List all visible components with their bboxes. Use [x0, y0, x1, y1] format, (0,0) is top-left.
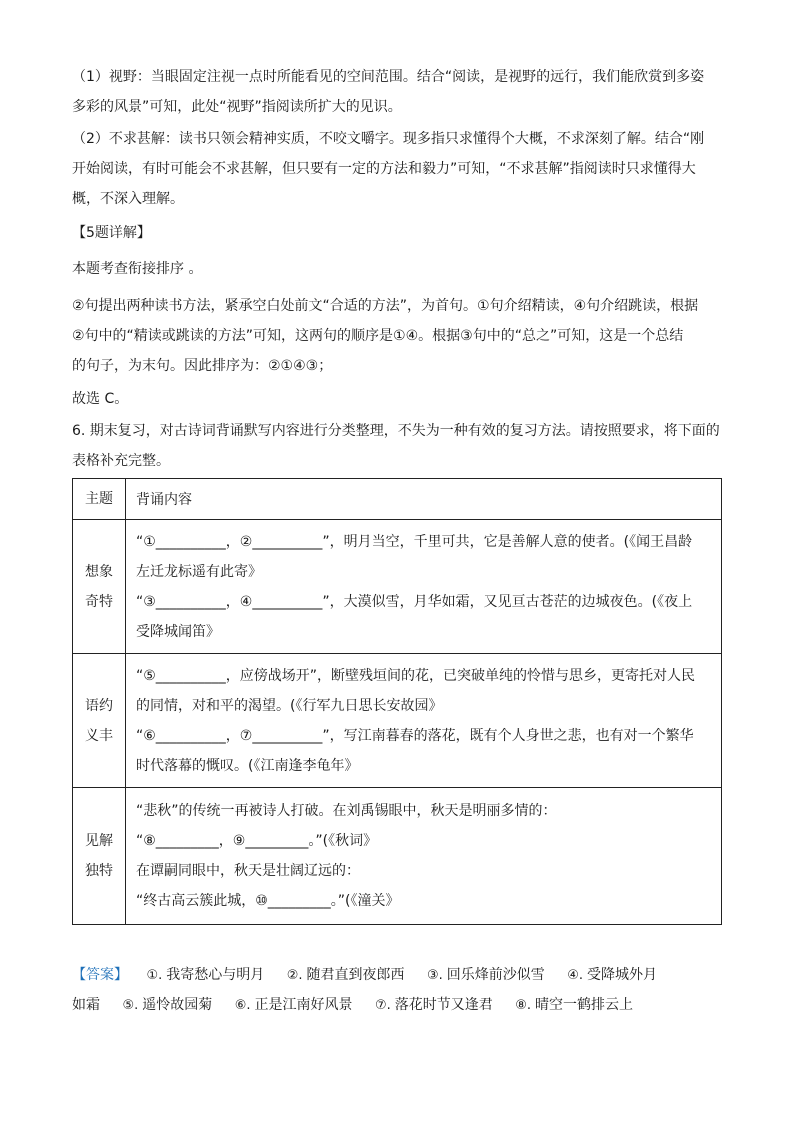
section-heading-q5 [72, 218, 722, 248]
content-line: “⑧_________，⑨_________。”(《秋词》 [136, 833, 378, 849]
topic-line: 语约 [85, 697, 113, 714]
answer-item [515, 997, 633, 1013]
text-line: （2）不求甚解：读书只领会精神实质，不咬文嚼字。现多指只求懂得个大概，不求深刻了解。结合“刚 [72, 131, 705, 147]
content-line: 受降城闻笛》 [136, 623, 220, 640]
content-line: “⑥__________，⑦__________”，写江南暮春的落花，既有个人身世之悲，也有对一个繁华 [136, 727, 694, 744]
topic-line: 奇特 [85, 593, 113, 610]
explanation-buqiu-shenjie [72, 124, 722, 214]
answer-number: ④. [567, 968, 583, 983]
content-line: 左迁龙标遥有此寄》 [136, 563, 262, 580]
answer-text: 受降城外月 [587, 967, 657, 983]
answer-item [146, 967, 264, 983]
topic-line: 想象 [85, 563, 113, 580]
text-line: 故选 C。 [72, 391, 129, 407]
table-row [73, 654, 722, 788]
table-row [73, 788, 722, 925]
content-line: 在谭嗣同眼中，秋天是壮阔辽远的： [136, 863, 360, 879]
answer-number: ⑤. [122, 998, 139, 1013]
row-content [126, 654, 722, 788]
content-line: “①__________，②__________”，明月当空，千里可共，它是善解人意的使者。(《闻王昌龄 [136, 533, 693, 550]
row-content [126, 520, 722, 654]
content-line: “⑤__________，应傍战场开”，断壁残垣间的花，已突破单纯的怜惜与思乡，更寄托对人民 [136, 667, 696, 684]
content-line: 时代落幕的慨叹。(《江南逢李龟年》 [136, 757, 359, 774]
answer-text: 回乐烽前沙似雪 [446, 967, 545, 983]
text-line: 本题考查衔接排序 。 [72, 261, 203, 277]
q5-topic [72, 254, 722, 284]
text-line: （1）视野：当眼固定注视一点时所能看见的空间范围。结合“阅读，是视野的远行，我们能欣赏到多姿 [72, 69, 705, 85]
answer-number: ②. [286, 968, 303, 983]
topic-line: 见解 [85, 833, 113, 849]
answer-item [567, 967, 657, 983]
text-line: ②句提出两种读书方法，紧承空白处前文“合适的方法”，为首句。①句介绍精读，④句介绍跳读，根据 [72, 298, 699, 314]
q5-choice [72, 384, 722, 414]
topic-line: 义丰 [85, 727, 113, 744]
table-row [73, 520, 722, 654]
answer-item [235, 997, 353, 1013]
answer-text: 遥怜故园菊 [142, 997, 213, 1013]
q5-analysis [72, 291, 722, 381]
answer-line-1 [72, 960, 722, 991]
text-line: 表格补充完整。 [72, 453, 170, 469]
explanation-vision [72, 62, 722, 122]
text-line: 多彩的风景”可知，此处“视野”指阅读所扩大的见识。 [72, 99, 402, 115]
q6-prompt [72, 416, 722, 476]
answer-item [287, 967, 405, 983]
content-line: “悲秋”的传统一再被诗人打破。在刘禹锡眼中，秋天是明丽多情的： [136, 803, 557, 819]
answer-item [427, 967, 545, 983]
row-topic [73, 654, 126, 788]
row-content [126, 788, 722, 925]
answer-text: 落花时节又逢君 [394, 997, 493, 1013]
row-topic [73, 788, 126, 925]
text-line: ②句中的“精读或跳读的方法”可知，这两句的顺序是①④。根据③句中的“总之”可知，这是一个总结 [72, 328, 684, 344]
text-line: 的句子，为末句。因此排序为：②①④③； [72, 358, 333, 374]
content-line: “③__________，④__________”，大漠似雪，月华如霜，又见亘古苍茫的边城夜色。(《夜上 [136, 593, 693, 610]
answer-continuation: 如霜 [72, 997, 100, 1013]
text-line: 开始阅读，有时可能会不求甚解，但只要有一定的方法和毅力”可知，“不求甚解”指阅读时只求懂得大 [72, 161, 696, 177]
text-line: 【5题详解】 [72, 225, 151, 241]
answer-number: ⑥. [234, 998, 251, 1013]
answer-number: ⑧. [515, 998, 531, 1013]
topic-line: 独特 [85, 863, 113, 879]
header-content: 背诵内容 [126, 479, 722, 520]
answer-line-2 [72, 990, 722, 1021]
answer-item [375, 997, 493, 1013]
answer-number: ①. [146, 968, 163, 983]
content-line: “终古高云簇此城，⑩_________。”(《潼关》 [136, 893, 400, 909]
answer-tag: 【答案】 [72, 967, 128, 983]
row-topic [73, 520, 126, 654]
text-line: 6. 期末复习，对古诗词背诵默写内容进行分类整理，不失为一种有效的复习方法。请按照要求，将下面的 [72, 423, 720, 439]
answer-number: ⑦. [374, 998, 391, 1013]
answer-text: 随君直到夜郎西 [306, 967, 405, 983]
recitation-table [72, 478, 722, 925]
answer-text: 正是江南好风景 [254, 997, 353, 1013]
answer-number: ③. [426, 968, 443, 983]
answer-text: 我寄愁心与明月 [166, 967, 265, 983]
header-topic: 主题 [73, 479, 126, 520]
content-line: 的同情，对和平的渴望。(《行军九日思长安故园》 [136, 697, 443, 714]
table-header-row [73, 479, 722, 520]
answer-text: 晴空一鹤排云上 [535, 997, 633, 1013]
text-line: 概，不深入理解。 [72, 191, 184, 207]
answer-item [122, 997, 212, 1013]
